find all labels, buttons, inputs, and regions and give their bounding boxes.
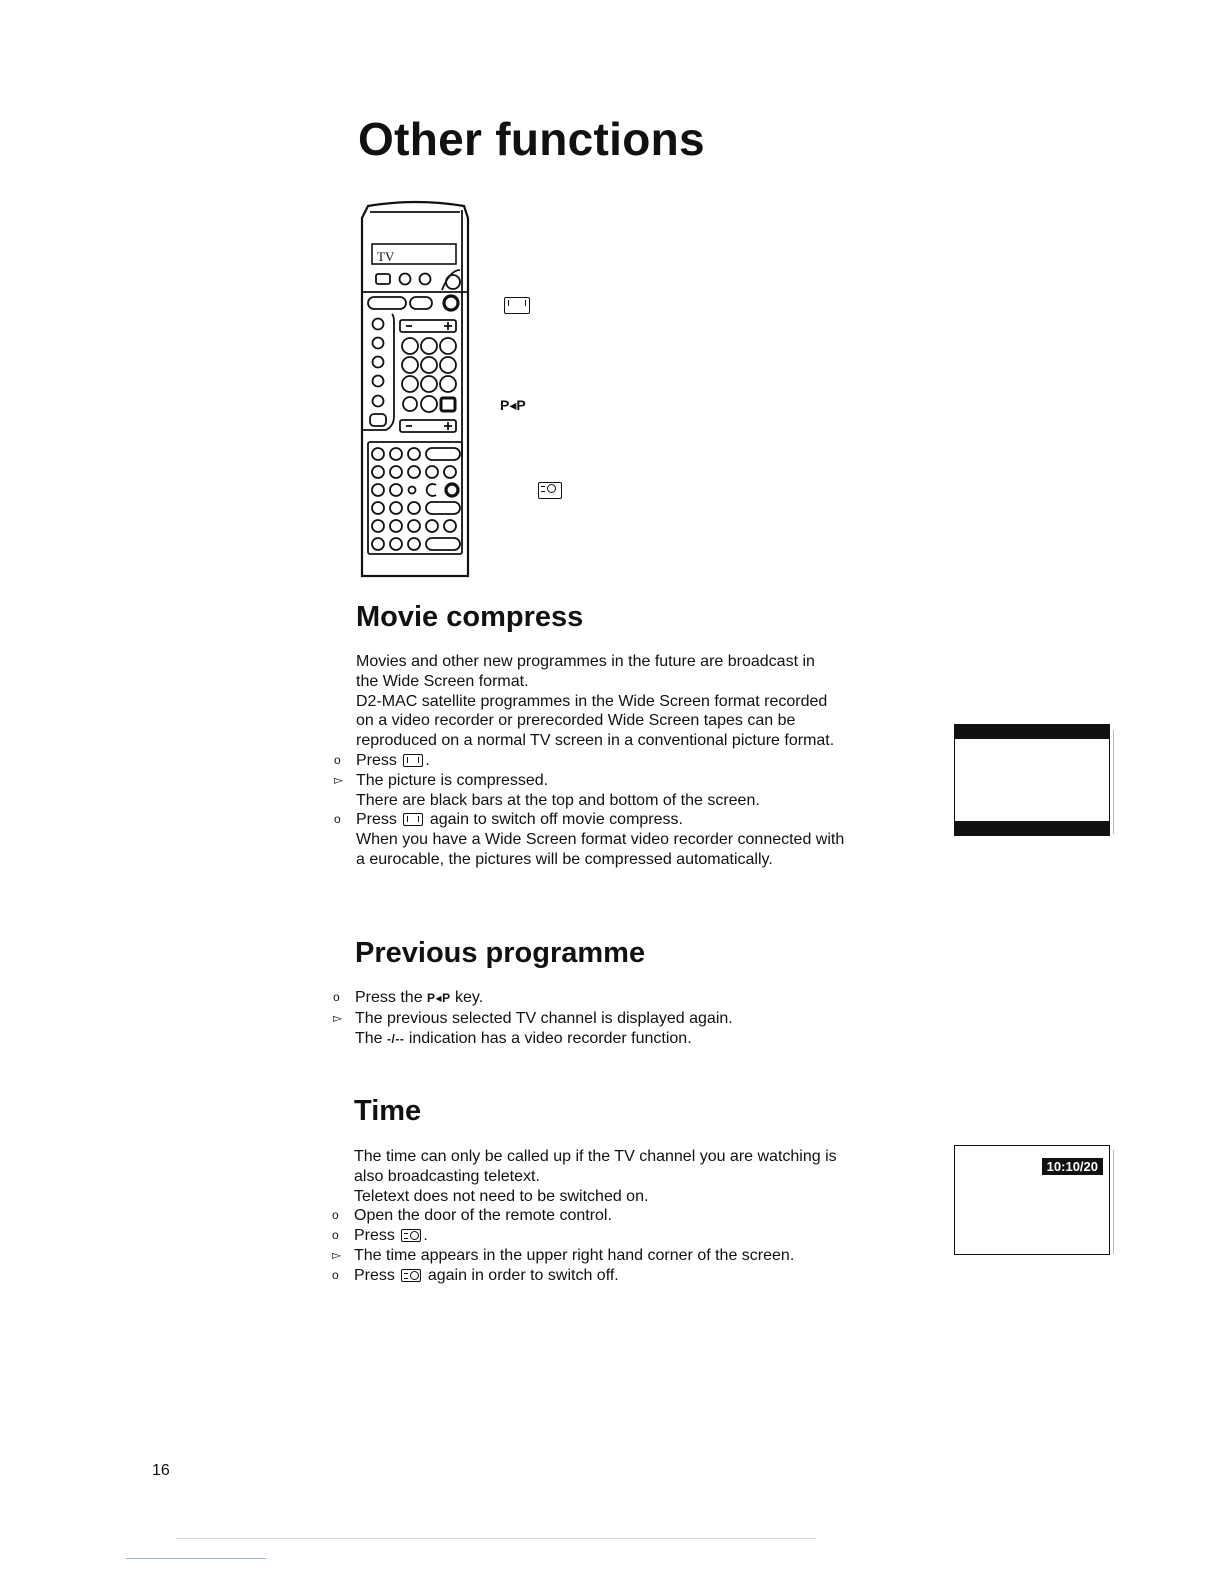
- step-item: [332, 1206, 914, 1226]
- result-item: [333, 1009, 915, 1029]
- body-line: Movies and other new programmes in the future are broadcast in: [356, 653, 815, 670]
- step-item: [334, 751, 916, 771]
- remote-screen-label: TV: [377, 249, 395, 264]
- step-text: Press: [356, 811, 397, 829]
- time-key-icon: [401, 1229, 421, 1242]
- step-text-end: .: [423, 1227, 428, 1245]
- note-text: The: [355, 1029, 383, 1047]
- step-item: [332, 1226, 914, 1246]
- result-text: The time appears in the upper right hand corner of the screen.: [354, 1246, 795, 1264]
- illustration-shadow: [1113, 730, 1114, 834]
- step-bullet: o: [334, 752, 341, 767]
- wide-screen-key-icon: [403, 754, 423, 767]
- illustration-shadow: [1113, 1150, 1114, 1254]
- step-bullet: o: [334, 812, 341, 827]
- body-line: When you have a Wide Screen format video recorder connected with: [356, 831, 845, 849]
- body-line: a eurocable, the pictures will be compressed automatically.: [356, 850, 773, 868]
- step-text: Press: [354, 1266, 395, 1284]
- result-arrow-icon: ▻: [334, 772, 344, 787]
- step-text-end: key.: [455, 989, 484, 1006]
- step-bullet: o: [332, 1267, 339, 1282]
- time-body: [332, 1147, 914, 1286]
- wide-screen-key-icon: [403, 813, 423, 826]
- body-line: reproduced on a normal TV screen in a conventional picture format.: [356, 732, 835, 750]
- scan-artifact-line: [126, 1558, 266, 1559]
- page-number: 16: [152, 1462, 170, 1479]
- result-arrow-icon: ▻: [332, 1247, 342, 1262]
- movie-compress-heading: Movie compress: [356, 601, 584, 633]
- time-heading: Time: [354, 1095, 422, 1127]
- step-text-end: again to switch off movie compress.: [429, 811, 683, 829]
- step-item: [332, 1266, 914, 1286]
- step-text-end: .: [425, 751, 430, 769]
- result-text: The picture is compressed.: [356, 771, 549, 789]
- note-text-end: indication has a video recorder function.: [408, 1029, 692, 1047]
- body-line: the Wide Screen format.: [356, 672, 529, 690]
- scan-artifact-line: [176, 1538, 816, 1539]
- previous-programme-heading: Previous programme: [355, 937, 646, 969]
- result-item: [332, 1246, 914, 1266]
- body-line: The time can only be called up if the TV channel you are watching is: [354, 1148, 837, 1165]
- result-arrow-icon: ▻: [333, 1010, 343, 1025]
- result-item: [334, 771, 916, 791]
- step-text-end: again in order to switch off.: [427, 1266, 619, 1284]
- step-item: [334, 810, 916, 830]
- pp-key-label: P◂P: [500, 397, 526, 413]
- time-screen-illustration: [954, 1145, 1110, 1255]
- body-line: Teletext does not need to be switched on.: [354, 1187, 649, 1205]
- step-text: Open the door of the remote control.: [354, 1207, 612, 1225]
- step-text: Press the: [355, 989, 423, 1006]
- time-key-icon: [401, 1269, 421, 1282]
- result-text: The previous selected TV channel is displayed again.: [355, 1009, 733, 1027]
- bottom-black-bar: [955, 821, 1109, 835]
- step-text: Press: [354, 1227, 395, 1245]
- page-title: Other functions: [358, 113, 705, 165]
- step-item: [333, 988, 915, 1009]
- previous-programme-body: [333, 988, 915, 1049]
- body-line: [355, 1029, 915, 1050]
- time-display: 10:10/20: [1042, 1158, 1103, 1175]
- pp-key-label: P◂P: [427, 991, 451, 1005]
- movie-compress-body: [334, 652, 916, 870]
- digit-entry-symbol: -/--: [387, 1031, 405, 1046]
- wide-screen-key-icon: [504, 297, 530, 314]
- step-bullet: o: [333, 990, 340, 1004]
- top-black-bar: [955, 725, 1109, 739]
- body-line: also broadcasting teletext.: [354, 1167, 540, 1185]
- step-bullet: o: [332, 1208, 339, 1223]
- compressed-picture-illustration: [954, 724, 1110, 836]
- body-line: on a video recorder or prerecorded Wide Screen tapes can be: [356, 712, 796, 730]
- step-text: Press: [356, 751, 397, 769]
- time-key-icon: [538, 482, 562, 499]
- remote-control-illustration: [356, 198, 478, 580]
- body-line: There are black bars at the top and bottom of the screen.: [356, 791, 760, 809]
- step-bullet: o: [332, 1228, 339, 1243]
- body-line: D2-MAC satellite programmes in the Wide Screen format recorded: [356, 692, 828, 710]
